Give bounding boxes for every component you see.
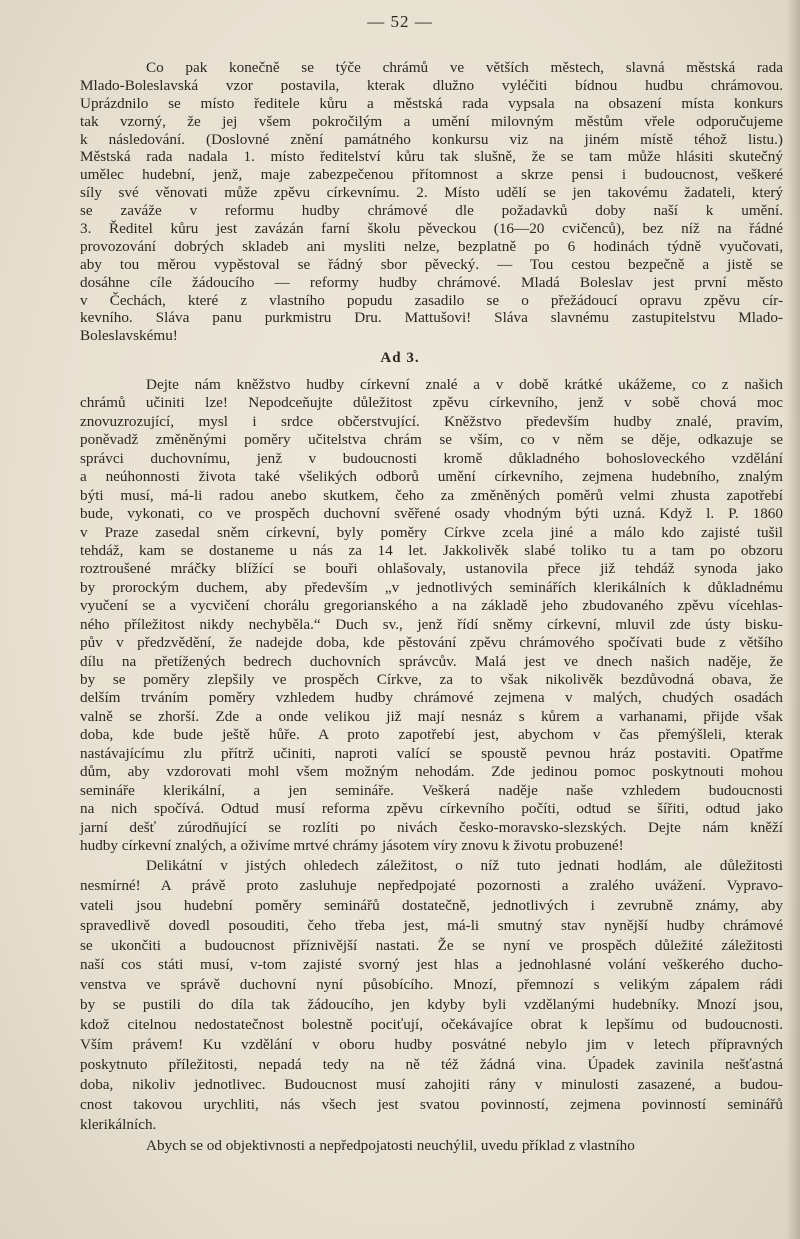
page-edge-shadow [786, 0, 800, 1239]
text-line: vateli jsou hudební poměry seminářů dostatečně, jednotlivých i zevrubně známy, aby [80, 896, 783, 914]
text-line: dosáhne cíle žádoucího — reformy hudby chrámové. Mladá Boleslav jest první město [80, 273, 783, 291]
text-line: a neúhonnosti života také všelikých odborů umění církevního, zejmena hudebního, znalým [80, 468, 783, 486]
text-line: nastávajícímu zlu přítrž učiniti, naproti valící se spoustě pevnou hráz postaviti. Opatřme [80, 744, 783, 762]
text-line: síly své věnovati může zpěvu církevnímu. 2. Místo udělí se jen takovému žadateli, který [80, 184, 783, 202]
text-line: spravedlivě dovedl posouditi, čeho třeba jest, má-li smutný stav nynější hudby chrámové [80, 916, 783, 934]
text-line: vyučení se a vycvičení chorálu gregorianského a na základě jeho zbudovaného zpěvu vícehlas- [80, 597, 783, 615]
text-line: se ukončiti a budoucnost příznivější nastati. Že se nyní ve prospěch důležité záležitosti [80, 936, 783, 954]
text-line: valně se zhorší. Zde a onde velikou již mají nesnáz s kůrem a varhanami, přijde však [80, 707, 783, 725]
paragraph-1 [80, 59, 783, 345]
text-line: Delikátní v jistých ohledech záležitost, o níž tuto jednati hodlám, ale důležitosti [146, 857, 783, 874]
text-line: býti musí, má-li radou anebo skutkem, čeho za změněných poměrů velmi zhusta zapotřebí [80, 486, 783, 504]
text-line: ného příležitost nikdy nechyběla.“ Duch sv., jenž řídí sněmy církevní, mluvil zde ústy bisku- [80, 615, 783, 633]
text-line: hudby církevní znalých, a oživíme mrtvé chrámy jásotem víry znovu k životu probuzené! [80, 836, 624, 854]
text-line: cnost takovou urychliti, nás všech jest svatou povinností, zejmena povinností seminářů [80, 1095, 783, 1113]
text-line: Abych se od objektivnosti a nepředpojatosti neuchýlil, uvedu příklad z vlastního [146, 1137, 635, 1154]
text-line: Vším právem! Ku vzdělání v oboru hudby posvátné nebylo jim v letech přípravných [80, 1036, 783, 1054]
text-line: by se pustili do díla tak žádoucího, jen kdyby byli vzdělanými hudebníky. Mnozí jsou, [80, 996, 783, 1014]
text-line: jarní dešť zúrodňující se rozlíti po nivách česko-moravsko-slezských. Dejte nám kněží [80, 818, 783, 836]
text-line: v Praze zasedal sněm církevní, byly poměry Církve zcela jiné a málo kdo zajisté tušil [80, 523, 783, 541]
text-line: tehdáž, kam se dostaneme u nás za 14 let. Jakkolivěk slabé toliko tu a tam po obzoru [80, 541, 783, 559]
text-line: správci duchovnímu, jenž v budoucnosti kromě důkladného bohosloveckého vzdělání [80, 449, 783, 467]
text-line: na nich spočívá. Odtud musí reforma zpěvu církevního počíti, odtud se šířiti, odtud jako [80, 800, 783, 818]
paragraph-4 [80, 1136, 783, 1155]
text-line: aby tou měrou vypěstoval se řádný sbor pěvecký. — Tou cestou bezpečně a jistě se [80, 255, 783, 273]
text-line: tak vzorný, že jej všem pokročilým a umění milovným městům vřele odporučujeme [80, 112, 783, 130]
text-line: dům, aby vzdorovati mohl všem možným nehodám. Zde jedinou pomoc poskytnouti mohou [80, 763, 783, 781]
text-line: Uprázdnilo se místo ředitele kůru a městská rada vypsala na obsazení místa konkurs [80, 94, 783, 112]
text-line: bude, vykonati, co ve prospěch duchovní svěřené osady vhodným býti uzná. Když l. P. 1860 [80, 505, 783, 523]
text-line: chrámů učiniti lze! Nepodceňujte důležitost zpěvu církevního, jenž v sobě chová moc [80, 394, 783, 412]
text-line: umělec hudební, jenž, maje zabezpečenou přítomnost a skrze pensi i budoucnost, veškeré [80, 166, 783, 184]
text-line: by prorockým duchem, aby především „v jednotlivých seminářích klerikálních k důkladnému [80, 578, 783, 596]
text-line: poněvadž změněnými poměry učitelstva chrám se vším, co v něm se děje, odkazuje se [80, 431, 783, 449]
text-line: provozování dobrých skladeb ani mysliti nelze, bezplatně po 6 hodinách týdně vyučovati, [80, 237, 783, 255]
text-line: 3. Ředitel kůru jest zavázán farní školu pěveckou (16—20 cvičenců), bez níž na řádné [80, 220, 783, 238]
text-line: nesmírné! A právě proto zasluhuje nepředpojaté pozornosti a zralého uvážení. Vypravo- [80, 876, 783, 894]
section-heading: Ad 3. [380, 350, 420, 366]
text-line: by se poměry zlepšily ve prospěch Církve, za to však nikolivěk bezdůvodná obava, že [80, 671, 783, 688]
text-line: doba, nikoliv jednotlivec. Budoucnost musí zahojiti rány v minulosti zasazené, a budou- [80, 1075, 783, 1093]
text-line: kevního. Sláva panu purkmistru Dru. Mattušovi! Sláva slavnému zastupitelstvu Mlado- [80, 309, 783, 327]
text-line: naší cos státi musí, v-tom zajisté svorný jest hlas a jednohlasné volání veškerého ducho- [80, 956, 783, 974]
text-line: kdož citelnou nedostatečnost bolestně pociťují, očekávajíce obrat k lepšímu od budoucnosti. [80, 1016, 783, 1034]
paragraph-3 [80, 856, 783, 1134]
text-line: pův v předzvědění, že nadejde doba, kde pěstování zpěvu chrámového spočívati bude z většího [80, 634, 783, 652]
text-line: Mlado-Boleslavská vzor postavila, kterak dlužno vyléčiti bídnou hudbu chrámovou. [80, 76, 783, 94]
paragraph-2 [80, 376, 783, 855]
text-line: znovuzrozující, mysl i srdce občerstvující. Kněžstvo především hudby znalé, pravím, [80, 412, 783, 430]
page-number: — 52 — [367, 12, 433, 31]
text-line: doba, kde bude ještě hůře. A proto zapotřebí jest, abychom v čas přemýšleli, kterak [80, 726, 783, 744]
text-line: Dejte nám kněžstvo hudby církevní znalé a v době krátké ukážeme, co z našich [146, 376, 783, 393]
text-line: roztroušené mráčky blížící se bouři ohlašovaly, ustanovila přece již tehdáž synoda jako [80, 560, 783, 578]
text-line: Městská rada nadala 1. místo ředitelství kůru tak slušně, že se tam může hlásiti skutečný [80, 148, 783, 166]
text-line: k následování. (Doslovné znění památného konkursu viz na jiném místě téhož listu.) [80, 130, 783, 148]
text-line: poskytnuto příležitosti, nepadá tedy na ně též žádná vina. Úpadek zavinila nešťastná [80, 1055, 783, 1073]
text-line: se zaváže v reformu hudby chrámové dle požadavků doby naší k umění. [80, 202, 783, 220]
text-line: dílu na přetížených bedrech duchovních správcův. Malá jest ve dnech našich naděje, že [80, 652, 783, 670]
text-line: venstva ve správě duchovní nyní působícího. Mnozí, přemnozí s velikým zápalem rádi [80, 976, 783, 994]
text-line: klerikálních. [80, 1115, 157, 1133]
text-line: Boleslavskému! [80, 327, 178, 345]
text-line: semináře klerikální, a jen semináře. Veškerá naděje naše vzhledem budoucnosti [80, 781, 783, 799]
text-line: delším trváním poměry vzhledem hudby chrámové zejmena v malých, chudých osadách [80, 689, 783, 707]
text-line: Co pak konečně se týče chrámů ve větších městech, slavná městská rada [146, 59, 783, 76]
text-line: v Čechách, které z vlastního popudu zasadilo se o přežádoucí opravu zpěvu cír- [80, 291, 783, 309]
